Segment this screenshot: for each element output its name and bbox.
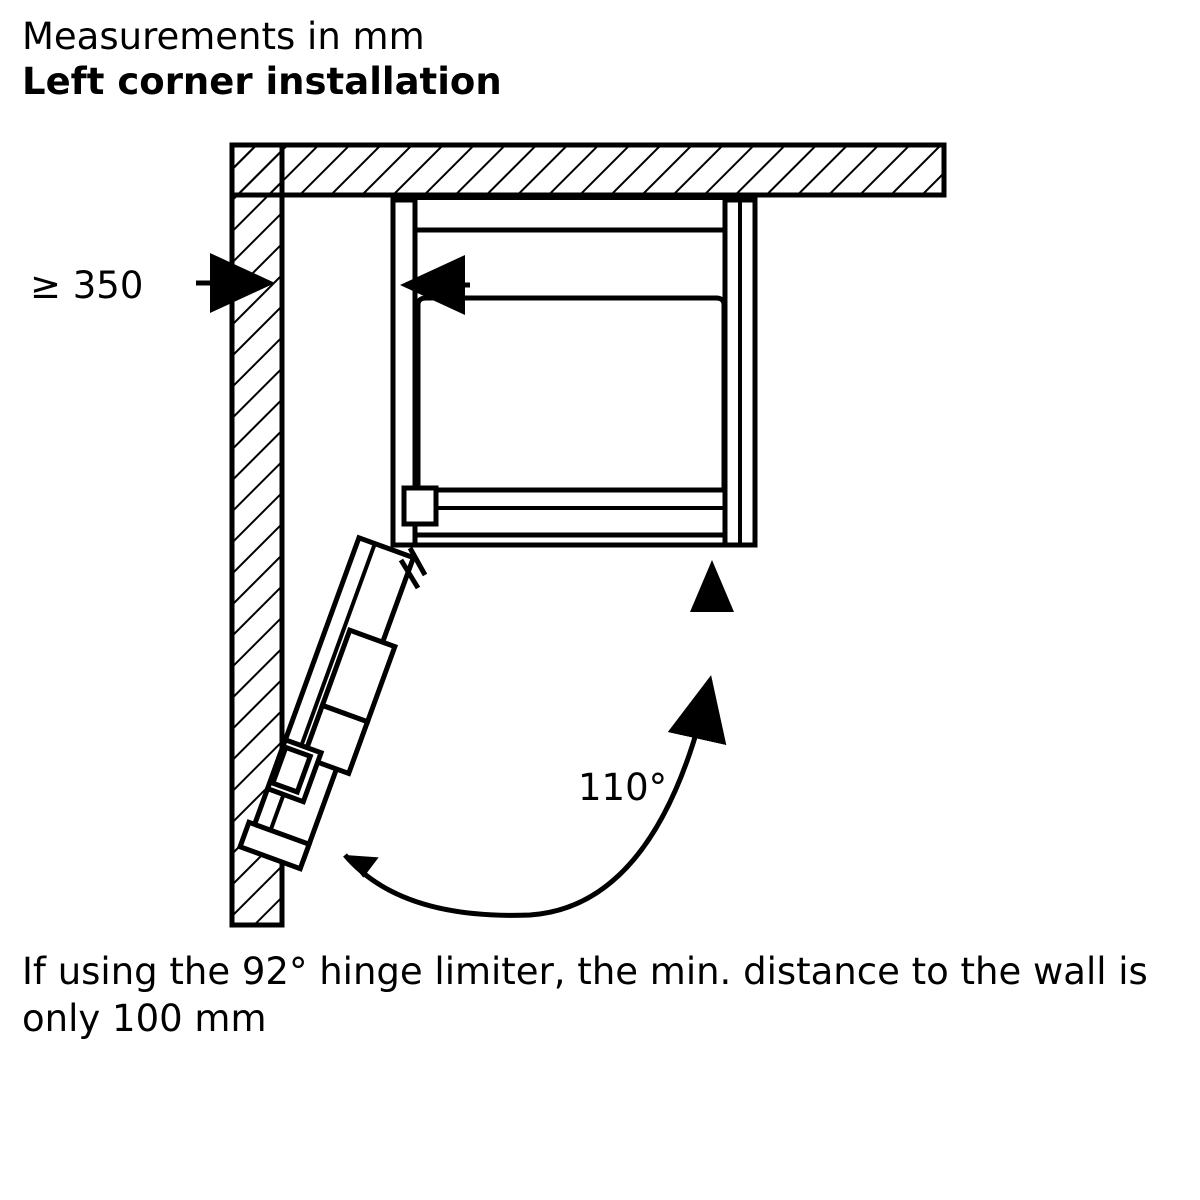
wall-clearance-label: ≥ 350 — [30, 264, 144, 307]
page-title: Left corner installation — [22, 60, 502, 104]
door-angle-label: 110° — [578, 766, 668, 809]
hinge-limiter-note: If using the 92° hinge limiter, the min. distance to the wall is only 100 mm — [22, 950, 1148, 1041]
units-note: Measurements in mm — [22, 15, 425, 58]
header-block — [22, 14, 502, 104]
installation-diagram — [0, 120, 1200, 940]
door-angle-indicator — [345, 560, 734, 915]
appliance-body — [393, 200, 755, 545]
